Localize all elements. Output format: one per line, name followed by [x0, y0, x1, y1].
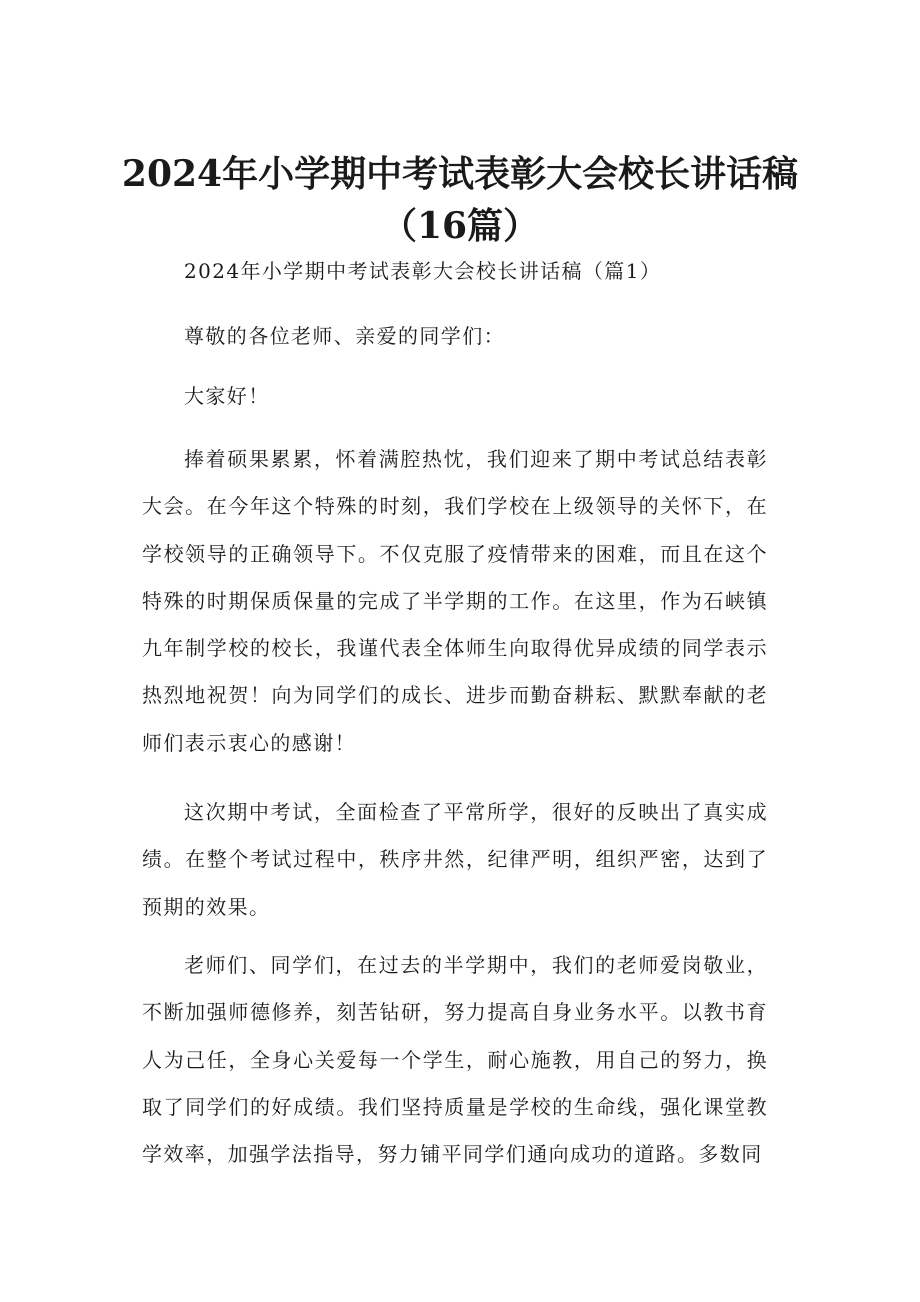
greeting-line: 大家好！: [184, 384, 270, 408]
body-paragraph: 这次期中考试，全面检查了平常所学，很好的反映出了真实成绩。在整个考试过程中，秩序井然，纪律严明，组织严密，达到了预期的效果。: [142, 800, 768, 919]
body-paragraph: 老师们、同学们，在过去的半学期中，我们的老师爱岗敬业，不断加强师德修养，刻苦钻研，努力提高自身业务水平。以教书育人为己任，全身心关爱每一个学生，耐心施教，用自己的努力，换取了同学们的好成绩。我们坚持质量是学校的生命线，强化课堂教学效率，加强学法指导，努力铺平同学们通向成功的道路。多数同: [142, 953, 768, 1167]
document-title: [110, 148, 810, 252]
title-line-1: 2024年小学期中考试表彰大会校长讲话稿: [121, 153, 799, 195]
title-line-2: （16篇）: [380, 205, 540, 247]
section-subtitle: 2024年小学期中考试表彰大会校长讲话稿（篇1）: [184, 259, 662, 283]
salutation: 尊敬的各位老师、亲爱的同学们：: [184, 324, 505, 348]
body-paragraph: 捧着硕果累累，怀着满腔热忱，我们迎来了期中考试总结表彰大会。在今年这个特殊的时刻，我们学校在上级领导的关怀下，在学校领导的正确领导下。不仅克服了疫情带来的困难，而且在这个特殊的时期保质保量的完成了半学期的工作。在这里，作为石峡镇九年制学校的校长，我谨代表全体师生向取得优异成绩的同学表示热烈地祝贺！向为同学们的成长、进步而勤奋耕耘、默默奉献的老师们表示衷心的感谢！: [142, 447, 768, 755]
